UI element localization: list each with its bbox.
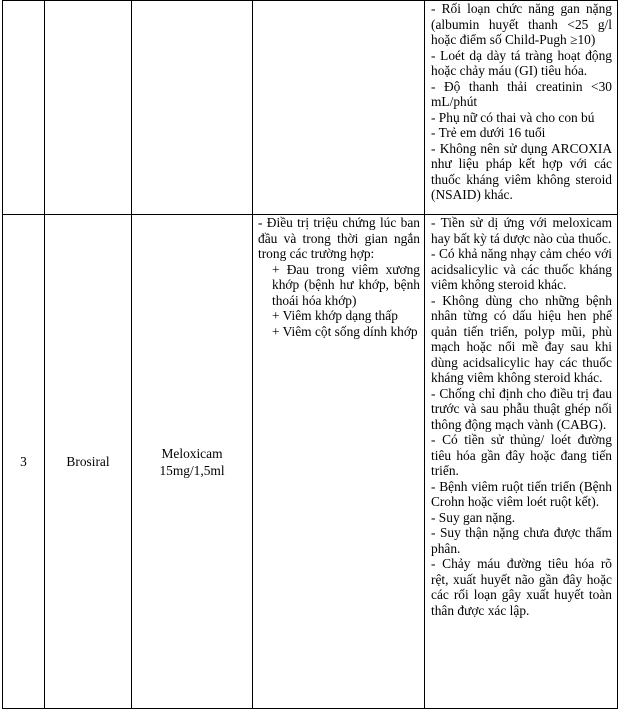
list-item: - Trẻ em dưới 16 tuổi (431, 125, 546, 140)
list-item: + Đau trong viêm xương khớp (bệnh hư khớp, bệnh thoái hóa khớp) (272, 261, 420, 308)
list-item: - Có tiền sử thủng/ loét đường tiêu hóa gần đây hoặc đang tiến triển. (431, 432, 612, 478)
list-item: - Tiền sử dị ứng với meloxicam hay bất kỳ tá dược nào của thuốc. (431, 215, 612, 246)
contraindication-cell (425, 1, 618, 215)
active-ingredient-cell (132, 1, 253, 215)
list-item: - Có khả năng nhạy cảm chéo với acidsalicylic và các thuốc kháng viêm không steroid khác. (431, 246, 612, 292)
list-item: - Chảy máu đường tiêu hóa rõ rệt, xuất huyết não gần đây hoặc các rối loạn gây xuất huyết toàn thân được xác lập. (431, 556, 612, 618)
list-item: - Không dùng cho những bệnh nhân từng có dấu hiệu hen phế quản tiến triển, polyp mũi, phù mạch hoặc nổi mề đay sau khi dùng acidsalicylic hay các thuốc kháng viêm không steroid khác. (431, 292, 612, 385)
indication-list (253, 215, 424, 339)
contraindication-cell (425, 215, 618, 709)
active-ingredient-name: Meloxicam (161, 445, 223, 461)
list-item: - Không nên sử dụng ARCOXIA như liệu pháp kết hợp với các thuốc kháng viêm không steroid (NSAID) khác. (431, 140, 612, 202)
stt-cell (3, 1, 45, 215)
list-item: - Độ thanh thải creatinin <30 mL/phút (431, 78, 612, 109)
stt-value: 3 (20, 454, 27, 469)
stt-cell (3, 215, 45, 709)
drug-name: Brosiral (66, 454, 110, 469)
list-item: - Phụ nữ có thai và cho con bú (431, 109, 595, 125)
list-item: - Suy thận nặng chưa được thẩm phân. (431, 525, 612, 556)
list-item: - Loét dạ dày tá tràng hoạt động hoặc chảy máu (GI) tiêu hóa. (431, 47, 612, 78)
table-row (3, 215, 618, 709)
indication-cell (253, 1, 425, 215)
name-cell (45, 215, 132, 709)
contraindication-list (425, 1, 617, 203)
list-item: - Điều trị triệu chứng lúc ban đầu và trong thời gian ngắn trong các trường hợp: (258, 215, 420, 261)
contraindication-list (425, 215, 617, 618)
list-item: - Suy gan nặng. (431, 509, 516, 525)
active-ingredient-dose: 15mg/1,5ml (159, 462, 225, 478)
name-cell (45, 1, 132, 215)
active-ingredient-cell (132, 215, 253, 709)
list-item: - Rối loạn chức năng gan nặng (albumin huyết thanh <25 g/l hoặc điểm số Child-Pugh ≥10) (431, 1, 612, 47)
indication-cell (253, 215, 425, 709)
list-item: + Viêm khớp dạng thấp (272, 308, 398, 323)
list-item: - Chống chỉ định cho điều trị đau trước và sau phẫu thuật ghép nối thông động mạch vành (CABG). (431, 385, 612, 432)
drug-table (2, 0, 618, 709)
list-item: + Viêm cột sống dính khớp (272, 323, 418, 339)
list-item: - Bệnh viêm ruột tiến triển (Bệnh Crohn hoặc viêm loét ruột kết). (431, 478, 612, 509)
table-row (3, 1, 618, 215)
